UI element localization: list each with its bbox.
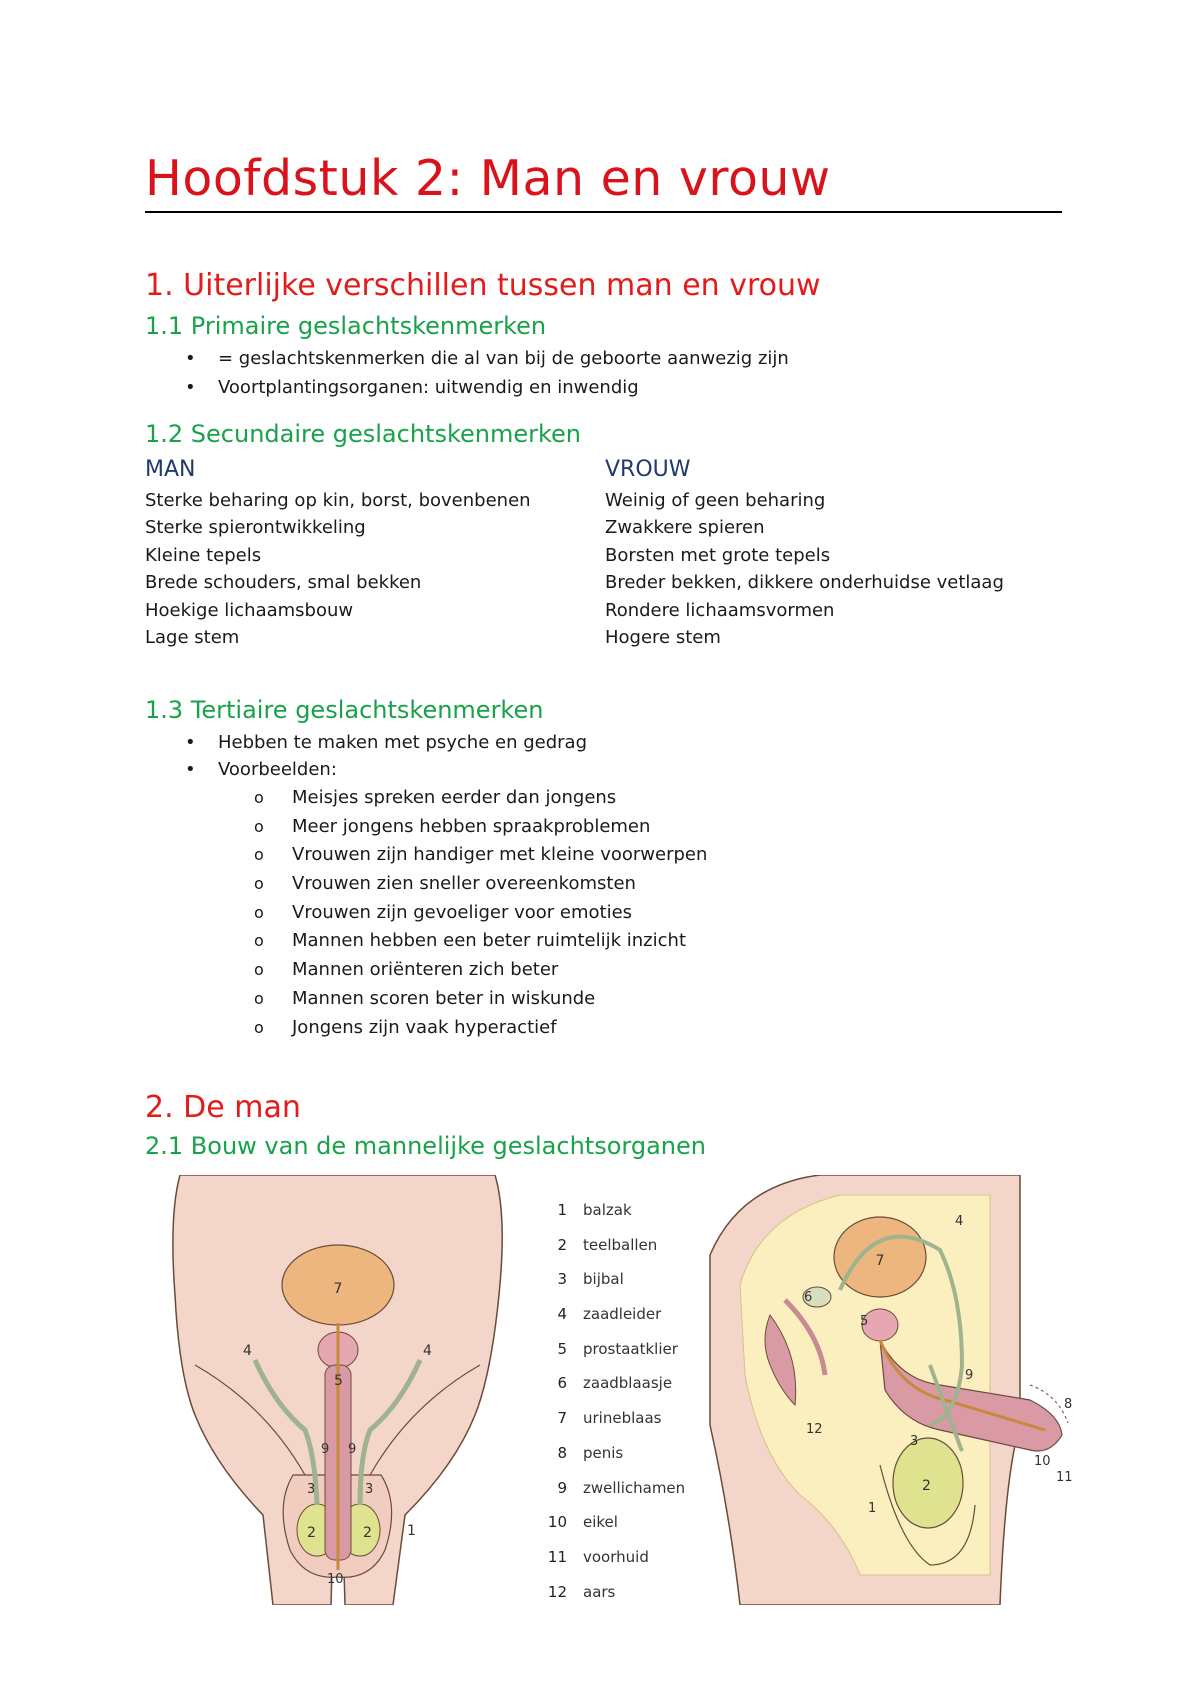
list-item: • Hebben te maken met psyche en gedrag: [218, 729, 587, 756]
man-column-heading: MAN: [145, 457, 196, 482]
diagram-label: 9: [348, 1442, 357, 1457]
tertiary-examples-list: [254, 784, 708, 1042]
list-item: Brede schouders, smal bekken: [145, 572, 422, 594]
primary-heading: 1.1 Primaire geslachtskenmerken: [145, 312, 547, 340]
list-item: o Meer jongens hebben spraakproblemen: [292, 813, 707, 842]
legend-item: 11 voorhuid: [547, 1547, 649, 1566]
diagram-label: 4: [243, 1343, 252, 1359]
section-2-heading: 2. De man: [145, 1090, 301, 1125]
legend-item: 10 eikel: [547, 1513, 618, 1532]
diagram-label: 1: [868, 1501, 877, 1516]
legend-item: 2 teelballen: [557, 1235, 658, 1254]
title-underline: [145, 211, 1062, 213]
list-item: • Voorbeelden:: [218, 756, 587, 783]
list-item: Hoekige lichaamsbouw: [145, 599, 354, 621]
diagram-label: 3: [365, 1482, 374, 1497]
diagram-label: 7: [333, 1281, 343, 1297]
list-item: Zwakkere spieren: [605, 517, 765, 539]
legend-item: 5 prostaatklier: [557, 1339, 678, 1358]
bullet-icon: •: [185, 377, 196, 398]
tertiary-bullet-list: [185, 729, 587, 783]
diagram-label: 3: [307, 1482, 316, 1497]
diagram-label: 6: [804, 1290, 813, 1305]
legend-item: 4 zaadleider: [557, 1305, 662, 1324]
diagram-label: 8: [1064, 1397, 1073, 1412]
anatomy-legend: [545, 1193, 685, 1609]
bullet-icon: •: [185, 348, 196, 369]
legend-item: 3 bijbal: [557, 1270, 624, 1289]
list-item: Hogere stem: [605, 626, 721, 648]
circle-bullet-icon: o: [254, 845, 264, 865]
diagram-label: 5: [334, 1373, 343, 1389]
list-item: o Vrouwen zijn gevoeliger voor emoties: [292, 899, 707, 928]
page-title: Hoofdstuk 2: Man en vrouw: [145, 150, 831, 207]
list-item: o Mannen scoren beter in wiskunde: [292, 985, 707, 1014]
anatomy-subheading: 2.1 Bouw van de mannelijke geslachtsorganen: [145, 1132, 706, 1160]
list-item: o Mannen oriënteren zich beter: [292, 956, 707, 985]
circle-bullet-icon: o: [254, 988, 264, 1008]
circle-bullet-icon: o: [254, 788, 264, 807]
list-item: Breder bekken, dikkere onderhuidse vetlaag: [605, 572, 1004, 594]
list-item: Rondere lichaamsvormen: [605, 599, 835, 621]
diagram-label: 7: [875, 1253, 885, 1269]
diagram-label: 5: [860, 1314, 869, 1329]
man-characteristics-list: [145, 487, 531, 651]
circle-bullet-icon: o: [254, 931, 264, 951]
diagram-label: 1: [407, 1523, 416, 1539]
tertiary-heading: 1.3 Tertiaire geslachtskenmerken: [145, 696, 544, 724]
diagram-label: 10: [1034, 1454, 1051, 1469]
secondary-heading: 1.2 Secundaire geslachtskenmerken: [145, 420, 582, 448]
legend-item: 8 penis: [557, 1443, 624, 1462]
list-item: o Vrouwen zien sneller overeenkomsten: [292, 870, 707, 899]
diagram-label: 4: [955, 1214, 964, 1229]
legend-item: 12 aars: [547, 1582, 616, 1601]
diagram-label: 11: [1056, 1470, 1073, 1485]
list-item: Kleine tepels: [145, 544, 262, 566]
diagram-label: 12: [806, 1422, 823, 1437]
list-item: o Vrouwen zijn handiger met kleine voorwerpen: [292, 841, 707, 870]
circle-bullet-icon: o: [254, 874, 264, 894]
list-item: • Voortplantingsorganen: uitwendig en inwendig: [218, 373, 789, 402]
section-1-heading: 1. Uiterlijke verschillen tussen man en vrouw: [145, 268, 821, 303]
circle-bullet-icon: o: [254, 1017, 264, 1037]
list-item: Weinig of geen beharing: [605, 490, 826, 511]
legend-item: 9 zwellichamen: [557, 1478, 686, 1497]
list-item: o Jongens zijn vaak hyperactief: [292, 1014, 707, 1043]
circle-bullet-icon: o: [254, 960, 264, 980]
diagram-label: 2: [307, 1525, 316, 1541]
list-item: Lage stem: [145, 626, 240, 648]
diagram-label: 2: [922, 1478, 931, 1494]
circle-bullet-icon: o: [254, 902, 264, 922]
list-item: • = geslachtskenmerken die al van bij de geboorte aanwezig zijn: [218, 344, 789, 373]
list-item: o Mannen hebben een beter ruimtelijk inzicht: [292, 927, 707, 956]
vrouw-column-heading: VROUW: [605, 457, 691, 482]
legend-item: 7 urineblaas: [557, 1409, 662, 1428]
diagram-label: 4: [423, 1343, 432, 1359]
side-view-diagram: [700, 1175, 1080, 1605]
vrouw-characteristics-list: [605, 487, 1004, 651]
diagram-label: 2: [363, 1525, 372, 1541]
diagram-label: 9: [321, 1442, 330, 1457]
list-item: Sterke beharing op kin, borst, bovenbenen: [145, 490, 531, 511]
list-item: Sterke spierontwikkeling: [145, 517, 366, 539]
legend-item: 6 zaadblaasje: [557, 1374, 673, 1393]
front-view-diagram: [155, 1175, 565, 1605]
list-item: Borsten met grote tepels: [605, 544, 831, 566]
bullet-icon: •: [185, 732, 196, 753]
diagram-label: 3: [910, 1434, 919, 1449]
diagram-label: 9: [965, 1368, 974, 1383]
diagram-label: 10: [327, 1572, 344, 1587]
list-item: o Meisjes spreken eerder dan jongens: [292, 784, 707, 813]
bullet-icon: •: [185, 759, 196, 780]
circle-bullet-icon: o: [254, 816, 264, 836]
legend-item: 1 balzak: [557, 1201, 632, 1219]
primary-bullet-list: [185, 344, 789, 402]
